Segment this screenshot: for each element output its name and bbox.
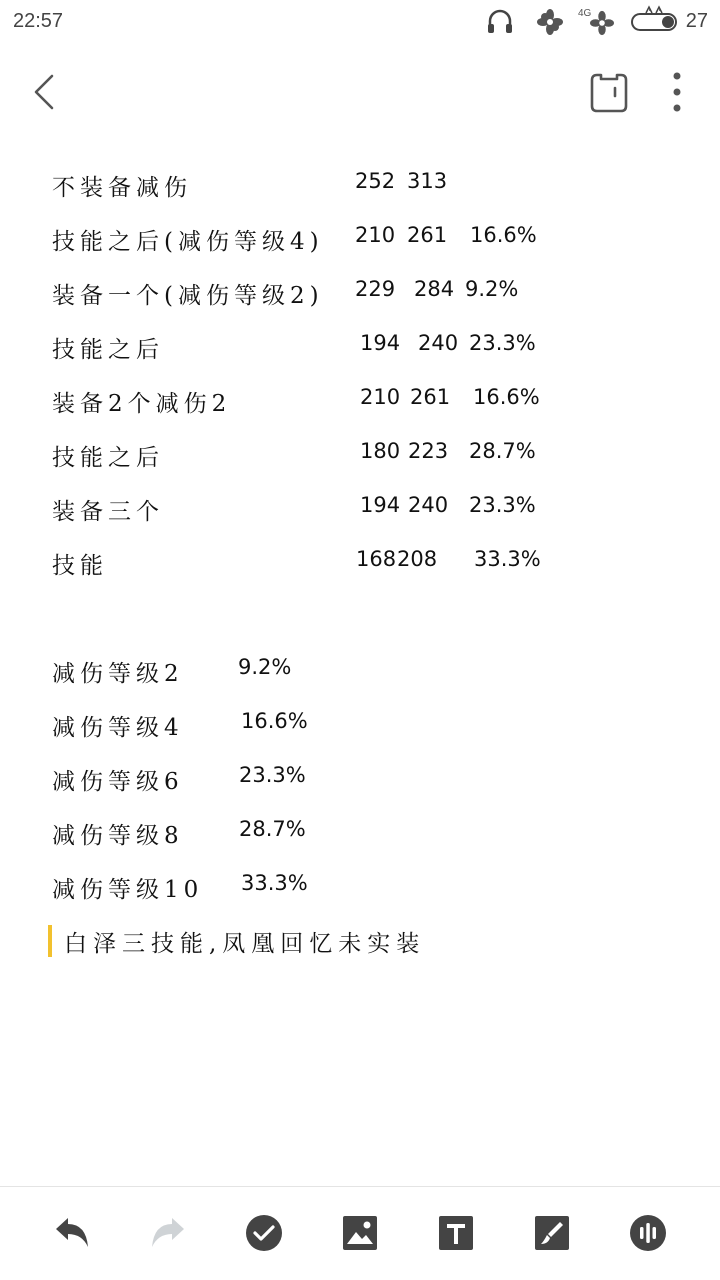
battery-cat-icon — [630, 4, 680, 38]
pin-tag-icon — [586, 101, 632, 120]
status-bar — [0, 0, 720, 44]
undo-icon — [52, 1238, 92, 1257]
row-value-2: 240 — [418, 331, 459, 355]
row-value-1: 194 — [360, 331, 401, 355]
quote-text: 白泽三技能,凤凰回忆未实装 — [64, 931, 426, 957]
note-row — [52, 385, 672, 425]
flower-icon — [536, 8, 564, 40]
row-value-2: 261 — [407, 223, 448, 247]
row-percent: 16.6% — [473, 385, 540, 409]
more-options-button[interactable] — [662, 70, 692, 116]
note-row — [52, 439, 672, 479]
level-label: 减伤等级8 — [52, 823, 184, 849]
back-button[interactable] — [24, 70, 68, 114]
level-row — [52, 709, 672, 749]
redo-button[interactable] — [148, 1213, 188, 1253]
status-time: 22:57 — [13, 10, 64, 32]
row-value-1: 252 — [355, 169, 396, 193]
row-value-2: 284 — [414, 277, 455, 301]
quote-block — [48, 925, 612, 957]
note-row — [52, 547, 672, 587]
note-row — [52, 331, 672, 371]
row-label: 技能之后 — [52, 337, 164, 363]
level-label: 减伤等级10 — [52, 877, 204, 903]
note-top-bar — [0, 56, 720, 128]
insert-image-button[interactable] — [340, 1213, 380, 1253]
note-row — [52, 223, 672, 263]
row-percent: 28.7% — [469, 439, 536, 463]
row-label: 技能 — [52, 553, 108, 579]
voice-button[interactable] — [628, 1213, 668, 1253]
text-format-icon — [436, 1238, 476, 1257]
row-value-1: 194 — [360, 493, 401, 517]
level-row — [52, 871, 672, 911]
brush-button[interactable] — [532, 1213, 572, 1253]
pin-button[interactable] — [586, 70, 632, 116]
checklist-icon — [244, 1238, 284, 1257]
text-format-button[interactable] — [436, 1213, 476, 1253]
row-label: 技能之后 — [52, 445, 164, 471]
row-percent: 16.6% — [470, 223, 537, 247]
signal-flower-icon — [588, 10, 616, 40]
row-value-2: 223 — [408, 439, 449, 463]
level-percent: 16.6% — [241, 709, 308, 733]
row-value-2: 240 — [408, 493, 449, 517]
row-value-2: 313 — [407, 169, 448, 193]
level-label: 减伤等级4 — [52, 715, 184, 741]
image-icon — [340, 1238, 380, 1257]
voice-icon — [628, 1238, 668, 1257]
network-type-label: 4G — [578, 8, 592, 19]
level-label: 减伤等级6 — [52, 769, 184, 795]
row-label: 不装备减伤 — [52, 175, 192, 201]
row-label: 装备一个(减伤等级2) — [52, 283, 324, 309]
row-percent: 23.3% — [469, 493, 536, 517]
row-value-1: 180 — [360, 439, 401, 463]
row-value-1: 210 — [355, 223, 396, 247]
row-percent: 23.3% — [469, 331, 536, 355]
row-value-2: 208 — [397, 547, 438, 571]
note-row — [52, 493, 672, 533]
battery-level: 27 — [685, 10, 708, 32]
headphones-icon — [485, 8, 515, 40]
level-row — [52, 655, 672, 695]
level-row — [52, 817, 672, 857]
note-row — [52, 169, 672, 209]
row-value-2: 261 — [410, 385, 451, 409]
undo-button[interactable] — [52, 1213, 92, 1253]
row-percent: 9.2% — [465, 277, 519, 301]
checklist-button[interactable] — [244, 1213, 284, 1253]
level-percent: 28.7% — [239, 817, 306, 841]
level-percent: 9.2% — [238, 655, 292, 679]
level-percent: 23.3% — [239, 763, 306, 787]
row-label: 装备2个减伤2 — [52, 391, 232, 417]
brush-icon — [532, 1238, 572, 1257]
level-row — [52, 763, 672, 803]
redo-icon — [148, 1238, 188, 1257]
row-value-1: 168 — [356, 547, 397, 571]
row-value-1: 210 — [360, 385, 401, 409]
level-label: 减伤等级2 — [52, 661, 184, 687]
row-value-1: 229 — [355, 277, 396, 301]
editor-toolbar — [0, 1187, 720, 1280]
row-label: 装备三个 — [52, 499, 164, 525]
note-row — [52, 277, 672, 317]
back-chevron-icon — [24, 99, 68, 118]
more-vertical-icon — [662, 101, 692, 120]
row-label: 技能之后(减伤等级4) — [52, 229, 324, 255]
level-percent: 33.3% — [241, 871, 308, 895]
row-percent: 33.3% — [474, 547, 541, 571]
